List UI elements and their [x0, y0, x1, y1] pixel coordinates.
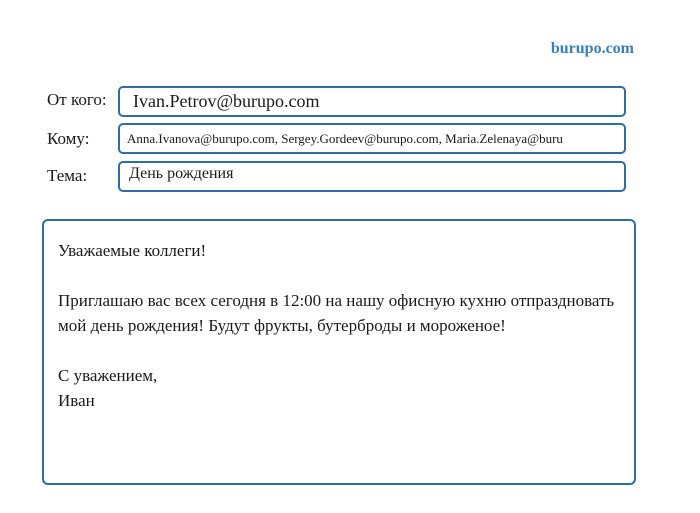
message-greeting: Уважаемые коллеги!: [58, 241, 207, 260]
from-label: От кого:: [47, 90, 107, 109]
message-signature: Иван: [58, 391, 95, 410]
to-field[interactable]: [118, 123, 626, 154]
to-label: Кому:: [47, 129, 90, 148]
from-field[interactable]: [118, 86, 626, 117]
to-value: Anna.Ivanova@burupo.com, Sergey.Gordeev@burupo.com, Maria.Zelenaya@buru: [127, 130, 563, 146]
subject-label: Тема:: [47, 166, 88, 185]
from-value: Ivan.Petrov@burupo.com: [133, 91, 320, 111]
subject-field[interactable]: [118, 161, 626, 192]
brand-logo-text: burupo.com: [550, 40, 634, 57]
message-text: Приглашаю вас всех сегодня в 12:00 на нашу офисную кухню отпраздновать мой день рождения! Будут фрукты, бутерброды и мороженое!: [58, 291, 615, 335]
message-closing: С уважением,: [58, 366, 158, 385]
subject-value: День рождения: [129, 165, 234, 182]
message-body[interactable]: [42, 219, 636, 485]
